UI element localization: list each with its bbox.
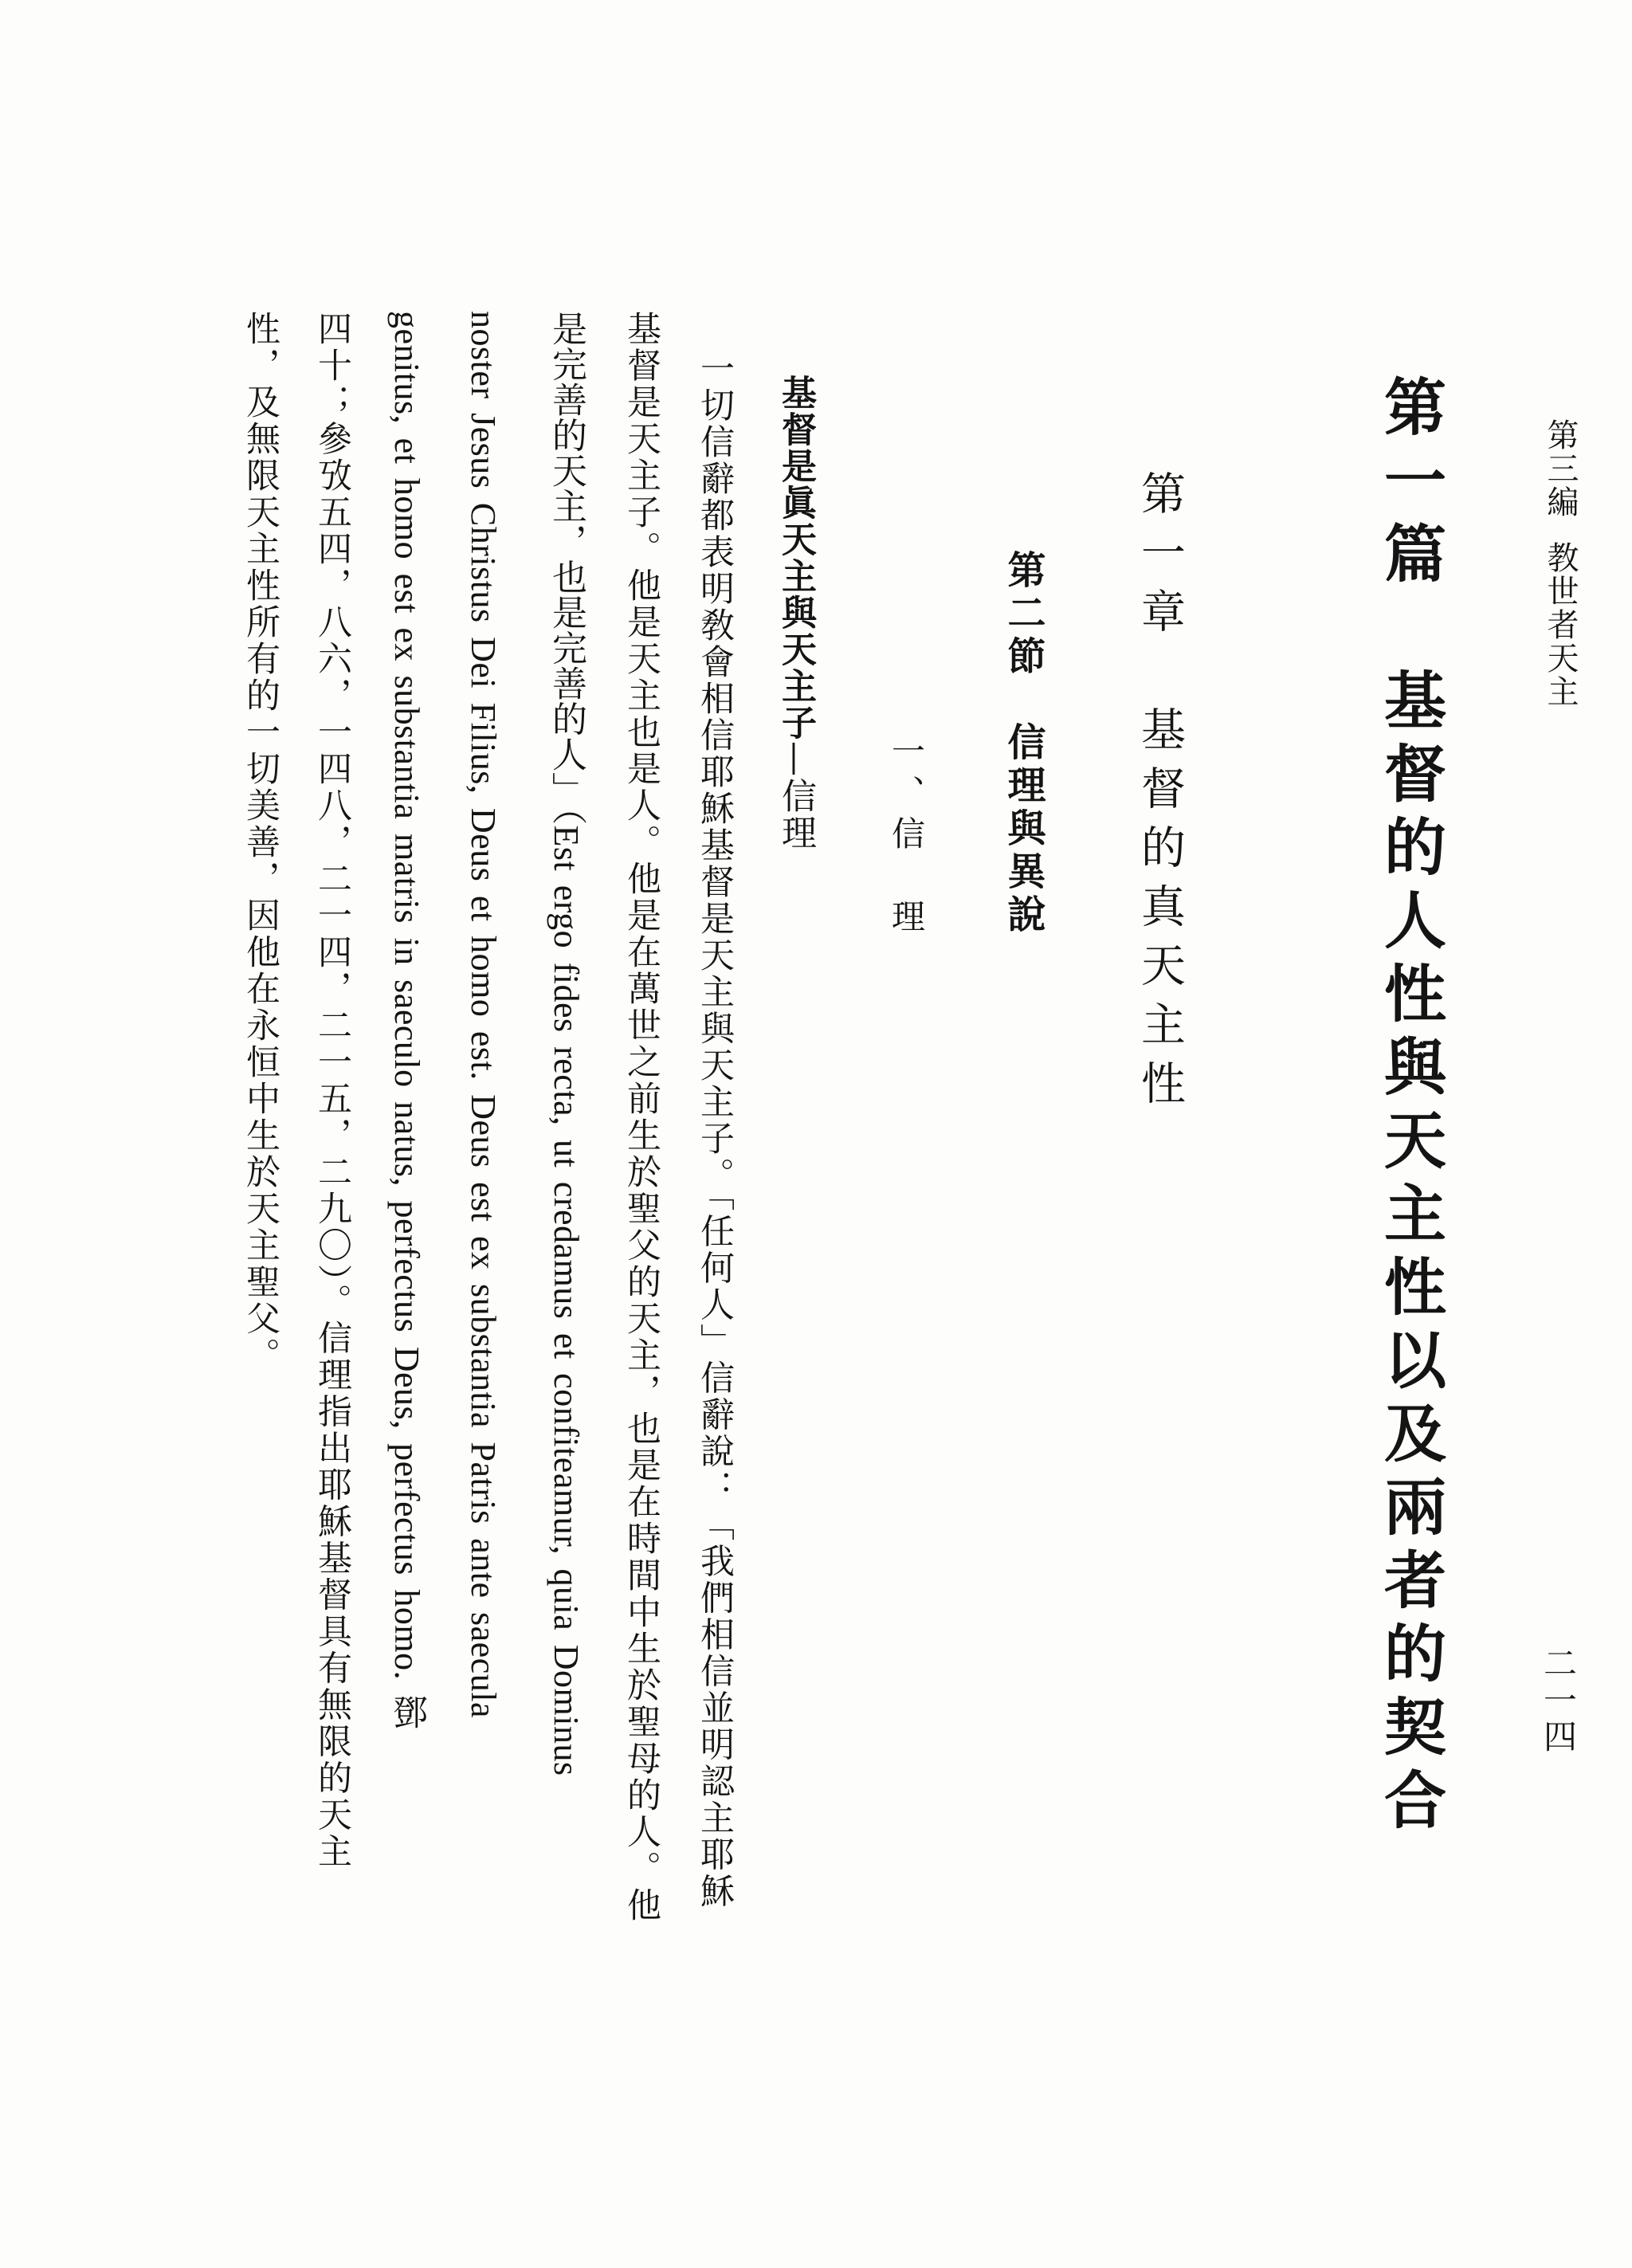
running-head [1542,418,1579,708]
body-line-4: noster Jesus Christus Dei Filius, Deus et homo est. Deus est ex substantia Patris ante saecula [464,311,503,1718]
body-line-5: genitus, et homo est ex substantia matris in saeculo natus, perfectus Deus, perfectus homo. 鄧 [387,311,426,1730]
body-line-3: 是完善的天主，也是完善的人」（Est ergo fides recta, ut credamus et confiteamur, quia Dominus [547,311,586,1776]
body-line-6: 四十；參攷五四，八六，一四八，二一四，二一五，二九〇）。信理指出耶穌基督具有無限的天主 [312,311,352,1870]
page-number: 二一四 [1539,1646,1578,1756]
body-line-1: 一切信辭都表明敎會相信耶穌基督是天主與天主子。「任何人」信辭說：「我們相信並明認主耶穌 [695,351,735,1910]
body-line-7: 性，及無限天主性所有的一切美善，因他在永恒中生於天主聖父。 [241,311,280,1374]
body-line-2: 基督是天主子。他是天主也是人。他是在萬世之前生於聖父的天主，也是在時間中生於聖母的人。他 [622,311,661,1924]
chapter-title: 第一章 基督的真天主性 [1134,470,1186,1119]
subsection-title: 一、信 理 [887,733,926,940]
thesis-heading [775,375,816,851]
running-head-topic: 教世者天主 [1542,541,1579,708]
thesis-heading-bold: 基督是眞天主與天主子 [775,375,816,741]
part-title: 第一篇 基督的人性與天主性以及兩者的契合 [1374,375,1446,1841]
running-head-section: 第三編 [1542,418,1579,519]
thesis-heading-rest: —信理 [775,741,816,851]
section-title: 第二節 信理與異說 [1001,550,1046,937]
